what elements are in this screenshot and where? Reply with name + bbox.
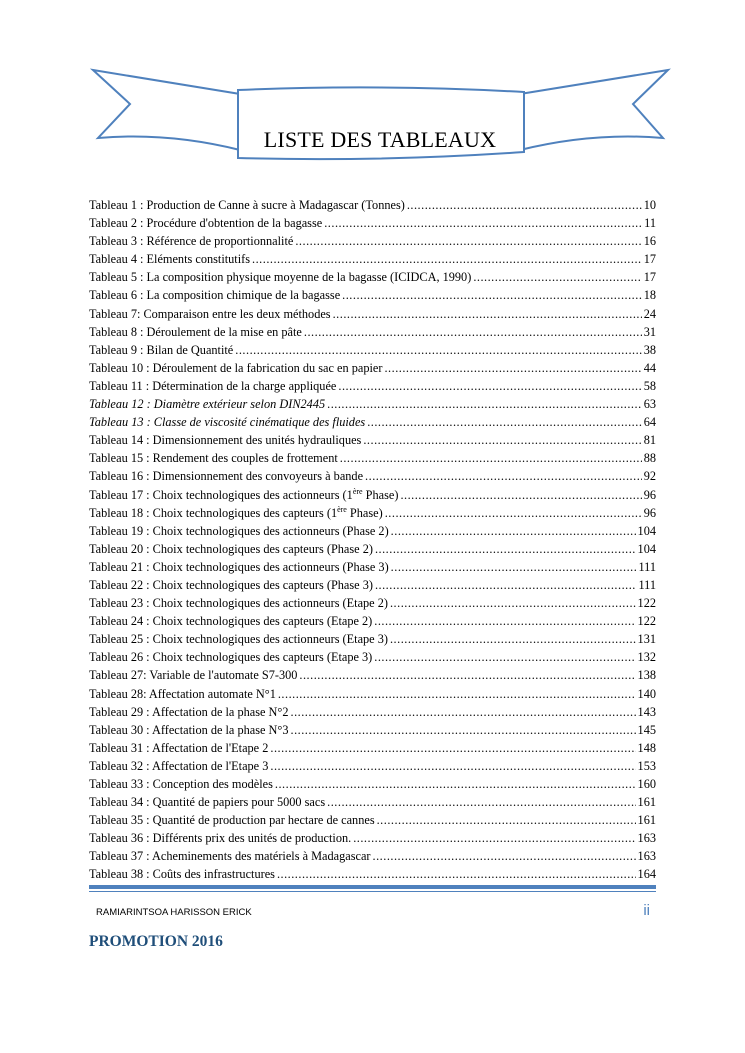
toc-leader-dots — [252, 250, 642, 268]
toc-entry-page: 17 — [643, 270, 656, 285]
toc-leader-dots — [270, 757, 635, 775]
toc-entry[interactable] — [89, 558, 656, 576]
toc-entry[interactable] — [89, 196, 656, 214]
toc-entry[interactable] — [89, 685, 656, 703]
toc-entry[interactable] — [89, 757, 656, 775]
toc-entry-page: 104 — [637, 541, 656, 556]
toc-entry[interactable] — [89, 793, 656, 811]
toc-entry-page: 131 — [637, 632, 656, 647]
toc-entry-page: 122 — [637, 596, 656, 611]
toc-entry-label: Tableau 6 : La composition chimique de la bagasse — [89, 288, 341, 303]
toc-leader-dots — [390, 594, 636, 612]
toc-entry-label: Tableau 2 : Procédure d'obtention de la bagasse — [89, 216, 323, 231]
toc-leader-dots — [327, 793, 635, 811]
toc-entry[interactable] — [89, 341, 656, 359]
toc-leader-dots — [473, 268, 641, 286]
toc-entry-page: 17 — [643, 252, 656, 267]
title-banner — [88, 64, 673, 169]
toc-entry-label: Tableau 9 : Bilan de Quantité — [89, 342, 234, 357]
toc-entry-label: Tableau 18 : Choix technologiques des capteurs (1ère Phase) — [89, 504, 383, 520]
toc-entry[interactable] — [89, 811, 656, 829]
toc-entry-page: 24 — [643, 306, 656, 321]
toc-leader-dots — [367, 413, 642, 431]
toc-entry-page: 81 — [643, 433, 656, 448]
toc-entry-page: 10 — [643, 198, 656, 212]
toc-leader-dots — [342, 286, 642, 304]
toc-entry-page: 153 — [637, 758, 656, 773]
table-of-contents — [89, 196, 656, 884]
toc-entry[interactable] — [89, 413, 656, 431]
toc-entry[interactable] — [89, 739, 656, 757]
toc-leader-dots — [377, 811, 636, 829]
footer-author: RAMIARINTSOA HARISSON ERICK — [96, 907, 252, 918]
toc-leader-dots — [375, 540, 636, 558]
toc-entry-label: Tableau 13 : Classe de viscosité cinématique des fluides — [89, 415, 366, 430]
toc-entry-page: 58 — [643, 378, 656, 393]
toc-entry-page: 18 — [643, 288, 656, 303]
toc-entry[interactable] — [89, 449, 656, 467]
toc-entry-page: 138 — [637, 668, 656, 683]
toc-entry-page: 63 — [643, 397, 656, 412]
toc-entry-page: 164 — [637, 867, 656, 882]
toc-leader-dots — [338, 377, 641, 395]
toc-entry[interactable] — [89, 594, 656, 612]
toc-entry-label: Tableau 22 : Choix technologiques des capteurs (Phase 3) — [89, 577, 373, 592]
toc-entry-label: Tableau 27: Variable de l'automate S7-300 — [89, 668, 298, 683]
toc-entry-page: 161 — [637, 813, 656, 828]
toc-entry-label: Tableau 20 : Choix technologiques des capteurs (Phase 2) — [89, 541, 373, 556]
toc-entry[interactable] — [89, 612, 656, 630]
toc-entry[interactable] — [89, 775, 656, 793]
toc-entry-label: Tableau 38 : Coûts des infrastructures — [89, 867, 275, 882]
toc-entry-page: 111 — [638, 559, 656, 574]
toc-entry-page: 122 — [637, 614, 656, 629]
toc-entry-label: Tableau 32 : Affectation de l'Etape 3 — [89, 758, 269, 773]
toc-entry-label: Tableau 25 : Choix technologiques des actionneurs (Etape 3) — [89, 632, 388, 647]
toc-leader-dots — [291, 703, 636, 721]
toc-entry-label: Tableau 3 : Référence de proportionnalité — [89, 234, 294, 249]
toc-entry-label: Tableau 29 : Affectation de la phase N°2 — [89, 704, 289, 719]
toc-leader-dots — [363, 431, 641, 449]
toc-entry-label: Tableau 31 : Affectation de l'Etape 2 — [89, 740, 269, 755]
toc-entry-label: Tableau 8 : Déroulement de la mise en pâte — [89, 324, 302, 339]
toc-leader-dots — [270, 739, 635, 757]
toc-entry-label: Tableau 26 : Choix technologiques des capteurs (Etape 3) — [89, 650, 373, 665]
toc-leader-dots — [295, 232, 641, 250]
toc-entry-label: Tableau 24 : Choix technologiques des capteurs (Etape 2) — [89, 614, 373, 629]
toc-entry-label: Tableau 4 : Eléments constitutifs — [89, 252, 251, 267]
toc-entry-page: 132 — [637, 650, 656, 665]
toc-entry[interactable] — [89, 703, 656, 721]
toc-entry[interactable] — [89, 721, 656, 739]
toc-entry[interactable] — [89, 504, 656, 522]
toc-entry[interactable] — [89, 305, 656, 323]
toc-entry[interactable] — [89, 431, 656, 449]
toc-leader-dots — [390, 630, 636, 648]
page-title: LISTE DES TABLEAUX — [263, 127, 497, 152]
toc-entry[interactable] — [89, 359, 656, 377]
toc-entry-page: 96 — [643, 505, 656, 520]
toc-leader-dots — [324, 214, 642, 232]
toc-leader-dots — [277, 865, 636, 883]
toc-entry-label: Tableau 11 : Détermination de la charge appliquée — [89, 378, 337, 393]
banner-right-wing — [520, 70, 668, 150]
toc-entry-label: Tableau 36 : Différents prix des unités de production. — [89, 831, 352, 846]
toc-entry[interactable] — [89, 540, 656, 558]
toc-leader-dots — [391, 522, 636, 540]
toc-leader-dots — [407, 196, 642, 214]
toc-entry-page: 161 — [637, 795, 656, 810]
toc-leader-dots — [374, 612, 635, 630]
toc-entry[interactable] — [89, 268, 656, 286]
toc-entry-label: Tableau 7: Comparaison entre les deux méthodes — [89, 306, 331, 321]
toc-entry[interactable] — [89, 576, 656, 594]
toc-entry[interactable] — [89, 847, 656, 865]
toc-leader-dots — [384, 359, 641, 377]
toc-leader-dots — [327, 395, 642, 413]
toc-entry-page: 96 — [643, 487, 656, 502]
toc-entry-label: Tableau 35 : Quantité de production par hectare de cannes — [89, 813, 375, 828]
toc-entry[interactable] — [89, 865, 656, 883]
toc-entry[interactable] — [89, 467, 656, 485]
toc-entry-page: 148 — [637, 740, 656, 755]
toc-entry-page: 143 — [637, 704, 656, 719]
footer-rule-thin — [89, 891, 656, 892]
toc-entry-label: Tableau 37 : Acheminements des matériels à Madagascar — [89, 849, 371, 864]
toc-entry-page: 44 — [643, 360, 656, 375]
toc-entry-page: 145 — [637, 722, 656, 737]
toc-entry-page: 92 — [643, 469, 656, 484]
promotion-label: PROMOTION 2016 — [89, 933, 223, 950]
toc-entry-label: Tableau 23 : Choix technologiques des actionneurs (Etape 2) — [89, 596, 388, 611]
toc-entry-page: 64 — [643, 415, 656, 430]
toc-leader-dots — [391, 558, 637, 576]
toc-entry-page: 11 — [644, 216, 656, 231]
toc-entry-page: 160 — [637, 777, 656, 791]
toc-entry-label: Tableau 1 : Production de Canne à sucre à Madagascar (Tonnes) — [89, 198, 405, 212]
toc-entry[interactable] — [89, 377, 656, 395]
toc-entry[interactable] — [89, 232, 656, 250]
toc-leader-dots — [373, 847, 636, 865]
toc-entry[interactable] — [89, 214, 656, 232]
toc-leader-dots — [235, 341, 641, 359]
toc-entry-label: Tableau 14 : Dimensionnement des unités hydrauliques — [89, 433, 362, 448]
toc-entry-label: Tableau 17 : Choix technologiques des actionneurs (1ère Phase) — [89, 486, 399, 502]
toc-entry[interactable] — [89, 486, 656, 504]
toc-leader-dots — [385, 504, 642, 522]
toc-entry[interactable] — [89, 522, 656, 540]
toc-leader-dots — [375, 576, 637, 594]
toc-leader-dots — [275, 775, 636, 793]
toc-entry-page: 163 — [637, 831, 656, 846]
toc-entry-page: 38 — [643, 342, 656, 357]
toc-entry-label: Tableau 15 : Rendement des couples de frottement — [89, 451, 338, 466]
footer-page-number: ii — [643, 902, 650, 919]
toc-entry-label: Tableau 10 : Déroulement de la fabrication du sac en papier — [89, 360, 383, 375]
banner-left-wing — [93, 70, 240, 150]
toc-leader-dots — [333, 305, 642, 323]
toc-entry-label: Tableau 33 : Conception des modèles — [89, 777, 273, 791]
toc-entry-label: Tableau 19 : Choix technologiques des actionneurs (Phase 2) — [89, 523, 389, 538]
toc-entry-label: Tableau 16 : Dimensionnement des convoyeurs à bande — [89, 469, 364, 484]
toc-entry-page: 31 — [643, 324, 656, 339]
toc-leader-dots — [291, 721, 636, 739]
toc-leader-dots — [304, 323, 642, 341]
footer-rule-thick — [89, 885, 656, 889]
toc-entry[interactable] — [89, 630, 656, 648]
toc-entry-page: 111 — [638, 577, 656, 592]
toc-entry-page: 88 — [643, 451, 656, 466]
toc-entry-page: 140 — [637, 686, 656, 701]
toc-entry-label: Tableau 21 : Choix technologiques des actionneurs (Phase 3) — [89, 559, 389, 574]
toc-entry-label: Tableau 30 : Affectation de la phase N°3 — [89, 722, 289, 737]
toc-leader-dots — [340, 449, 642, 467]
toc-entry[interactable] — [89, 395, 656, 413]
toc-leader-dots — [299, 666, 635, 684]
toc-leader-dots — [400, 486, 641, 504]
toc-entry-label: Tableau 5 : La composition physique moyenne de la bagasse (ICIDCA, 1990) — [89, 270, 472, 285]
toc-entry-page: 16 — [643, 234, 656, 249]
toc-leader-dots — [278, 685, 636, 703]
toc-entry[interactable] — [89, 666, 656, 684]
toc-leader-dots — [365, 467, 642, 485]
toc-entry-label: Tableau 12 : Diamètre extérieur selon DIN2445 — [89, 397, 326, 412]
toc-leader-dots — [374, 648, 635, 666]
toc-entry-page: 163 — [637, 849, 656, 864]
toc-entry-label: Tableau 28: Affectation automate N°1 — [89, 686, 276, 701]
toc-leader-dots — [353, 829, 635, 847]
toc-entry[interactable] — [89, 323, 656, 341]
toc-entry[interactable] — [89, 286, 656, 304]
toc-entry[interactable] — [89, 829, 656, 847]
toc-entry[interactable] — [89, 250, 656, 268]
toc-entry[interactable] — [89, 648, 656, 666]
toc-entry-label: Tableau 34 : Quantité de papiers pour 5000 sacs — [89, 795, 326, 810]
toc-entry-page: 104 — [637, 523, 656, 538]
